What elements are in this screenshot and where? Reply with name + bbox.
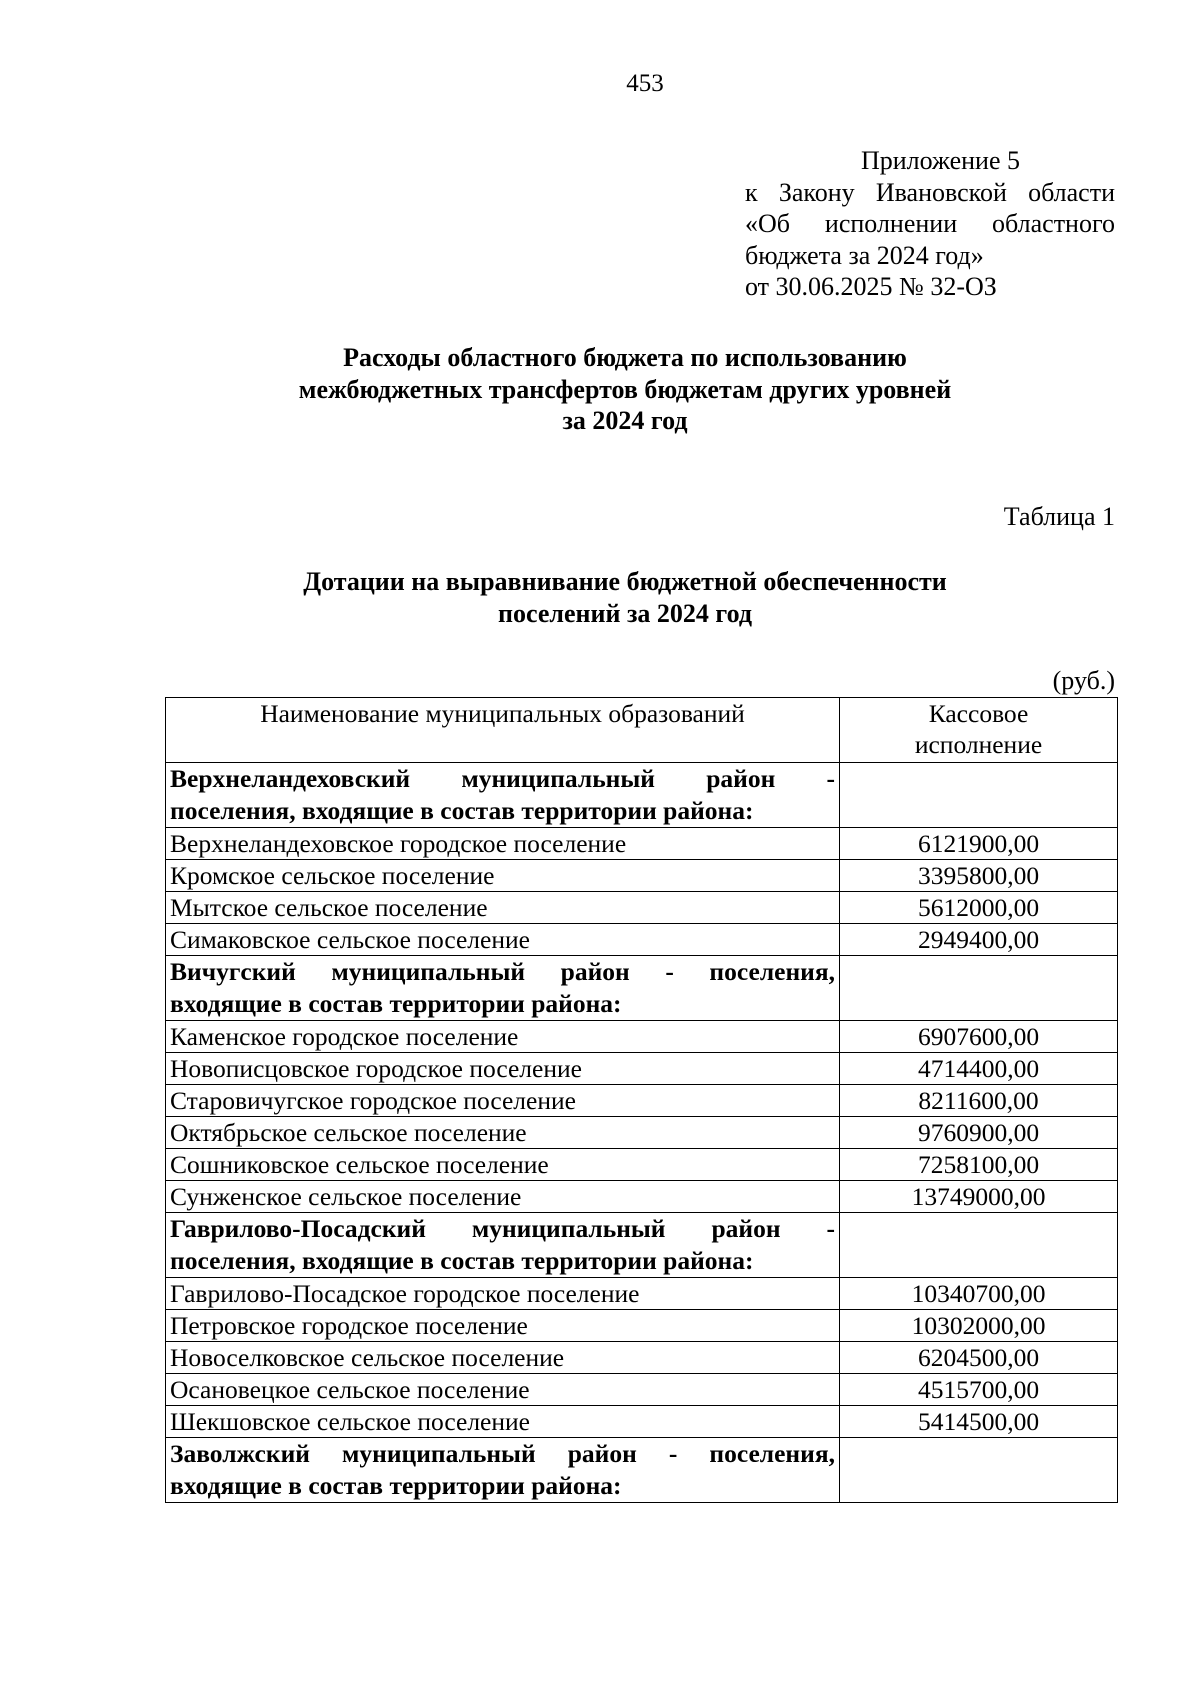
settlement-value: 5612000,00 bbox=[840, 892, 1118, 924]
table-row bbox=[166, 860, 1118, 892]
group-line-1: Вичугский муниципальный район - поселения, bbox=[170, 957, 835, 986]
subtitle-line-2: поселений за 2024 год bbox=[498, 599, 752, 628]
group-line-1: Верхнеландеховский муниципальный район - bbox=[170, 764, 835, 793]
settlement-name: Мытское сельское поселение bbox=[166, 892, 840, 924]
appendix-line-3: «Об исполнении областного bbox=[745, 209, 1115, 238]
table-header-row bbox=[166, 698, 1118, 763]
settlement-value: 6121900,00 bbox=[840, 828, 1118, 860]
settlement-name: Сошниковское сельское поселение bbox=[166, 1149, 840, 1181]
header-value-line-1: Кассовое bbox=[928, 699, 1029, 728]
settlement-value: 6204500,00 bbox=[840, 1342, 1118, 1374]
settlement-name: Кромское сельское поселение bbox=[166, 860, 840, 892]
table-row bbox=[166, 1085, 1118, 1117]
settlement-name: Старовичугское городское поселение bbox=[166, 1085, 840, 1117]
appendix-block bbox=[745, 145, 1115, 303]
table-label: Таблица 1 bbox=[1003, 502, 1115, 531]
header-value-line-2: исполнение bbox=[914, 730, 1043, 759]
settlement-value: 10302000,00 bbox=[840, 1310, 1118, 1342]
group-name bbox=[166, 763, 840, 828]
table-row bbox=[166, 1310, 1118, 1342]
subtitle-line-1: Дотации на выравнивание бюджетной обеспеченности bbox=[303, 567, 947, 596]
group-line-2: входящие в состав территории района: bbox=[170, 1471, 622, 1500]
units-label: (руб.) bbox=[1052, 666, 1115, 695]
group-name bbox=[166, 956, 840, 1021]
settlement-value: 2949400,00 bbox=[840, 924, 1118, 956]
document-title bbox=[200, 342, 1050, 437]
group-row bbox=[166, 763, 1118, 828]
settlement-name: Новоселковское сельское поселение bbox=[166, 1342, 840, 1374]
settlement-name: Октябрьское сельское поселение bbox=[166, 1117, 840, 1149]
group-value-empty bbox=[840, 956, 1118, 1021]
settlement-name: Шекшовское сельское поселение bbox=[166, 1406, 840, 1438]
settlement-name: Гаврилово-Посадское городское поселение bbox=[166, 1278, 840, 1310]
table-row bbox=[166, 1374, 1118, 1406]
settlement-value: 9760900,00 bbox=[840, 1117, 1118, 1149]
settlement-value: 6907600,00 bbox=[840, 1021, 1118, 1053]
header-name: Наименование муниципальных образований bbox=[166, 698, 840, 763]
group-name bbox=[166, 1213, 840, 1278]
data-table bbox=[165, 697, 1118, 1503]
group-line-1: Заволжский муниципальный район - поселения, bbox=[170, 1439, 835, 1468]
group-row bbox=[166, 1438, 1118, 1503]
title-line-1: Расходы областного бюджета по использованию bbox=[343, 343, 907, 372]
table-title bbox=[200, 566, 1050, 630]
table-row bbox=[166, 1181, 1118, 1213]
settlement-name: Каменское городское поселение bbox=[166, 1021, 840, 1053]
appendix-line-4: бюджета за 2024 год» bbox=[745, 240, 984, 270]
group-value-empty bbox=[840, 1438, 1118, 1503]
title-line-2: межбюджетных трансфертов бюджетам других уровней bbox=[298, 374, 952, 404]
settlement-value: 7258100,00 bbox=[840, 1149, 1118, 1181]
title-line-3: за 2024 год bbox=[562, 406, 688, 435]
settlement-value: 4515700,00 bbox=[840, 1374, 1118, 1406]
settlement-value: 13749000,00 bbox=[840, 1181, 1118, 1213]
settlement-name: Симаковское сельское поселение bbox=[166, 924, 840, 956]
group-value-empty bbox=[840, 1213, 1118, 1278]
settlement-name: Верхнеландеховское городское поселение bbox=[166, 828, 840, 860]
table-row bbox=[166, 1021, 1118, 1053]
table-row bbox=[166, 1342, 1118, 1374]
settlement-value: 10340700,00 bbox=[840, 1278, 1118, 1310]
settlement-name: Петровское городское поселение bbox=[166, 1310, 840, 1342]
group-line-2: входящие в состав территории района: bbox=[170, 989, 622, 1018]
header-value bbox=[840, 698, 1118, 763]
table-row bbox=[166, 1406, 1118, 1438]
settlement-value: 8211600,00 bbox=[840, 1085, 1118, 1117]
settlement-value: 3395800,00 bbox=[840, 860, 1118, 892]
group-value-empty bbox=[840, 763, 1118, 828]
group-row bbox=[166, 956, 1118, 1021]
group-name bbox=[166, 1438, 840, 1503]
page-number: 453 bbox=[626, 70, 664, 97]
group-row bbox=[166, 1213, 1118, 1278]
table-row bbox=[166, 924, 1118, 956]
group-line-2: поселения, входящие в состав территории района: bbox=[170, 1246, 754, 1275]
group-line-2: поселения, входящие в состав территории района: bbox=[170, 796, 754, 825]
settlement-name: Новописцовское городское поселение bbox=[166, 1053, 840, 1085]
table-row bbox=[166, 1053, 1118, 1085]
table-row bbox=[166, 1278, 1118, 1310]
group-line-1: Гаврилово-Посадский муниципальный район - bbox=[170, 1214, 835, 1243]
settlement-name: Осановецкое сельское поселение bbox=[166, 1374, 840, 1406]
table-row bbox=[166, 892, 1118, 924]
table-row bbox=[166, 1117, 1118, 1149]
appendix-line-5: от 30.06.2025 № 32-ОЗ bbox=[745, 272, 997, 301]
settlement-value: 4714400,00 bbox=[840, 1053, 1118, 1085]
settlement-value: 5414500,00 bbox=[840, 1406, 1118, 1438]
settlement-name: Сунженское сельское поселение bbox=[166, 1181, 840, 1213]
table-row bbox=[166, 1149, 1118, 1181]
appendix-line-2: к Закону Ивановской области bbox=[745, 177, 1115, 207]
table-row bbox=[166, 828, 1118, 860]
appendix-line-1: Приложение 5 bbox=[860, 146, 1020, 175]
